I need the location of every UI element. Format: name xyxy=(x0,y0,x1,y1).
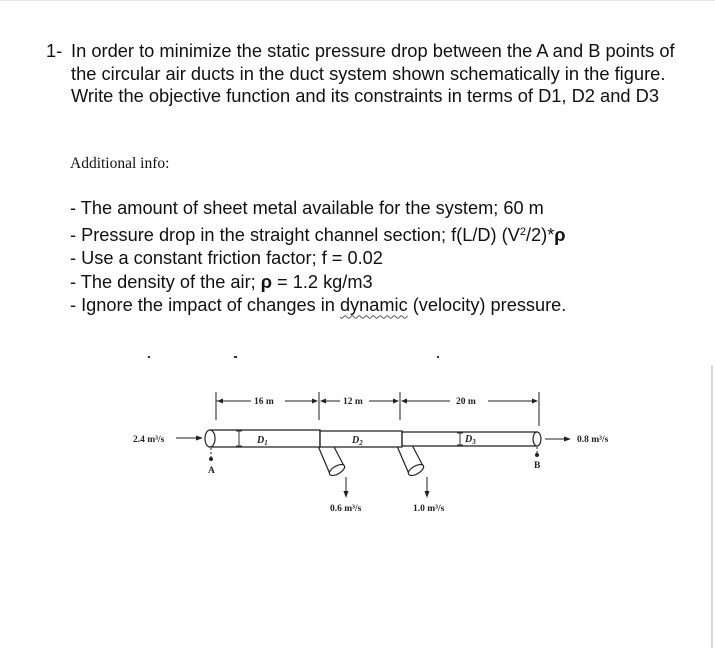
bullet-air-density: - The density of the air; ρ = 1.2 kg/m3 xyxy=(70,271,373,292)
bullet-sheet-metal: - The amount of sheet metal available for the system; 60 m xyxy=(70,198,544,218)
length-label-1: 16 m xyxy=(254,397,274,407)
branch2-flow-label: 1.0 m³/s xyxy=(413,504,445,514)
inlet-arrowhead xyxy=(196,436,203,441)
outlet-arrowhead xyxy=(564,437,571,442)
diameter-label-d2: $D_2$ xyxy=(352,435,363,447)
inlet-flow-label: 2.4 m³/s xyxy=(133,435,165,445)
length-label-2: 12 m xyxy=(343,397,363,407)
additional-info-label: Additional info: xyxy=(70,155,170,172)
point-b-label: B xyxy=(534,461,541,471)
bullet-ignore-dynamic: - Ignore the impact of changes in dynamic (velocity) pressure. xyxy=(70,295,567,316)
question-text: In order to minimize the static pressure drop between the A and B points of the circular air ducts in the duct system shown schematically in the figure. Write the objective function and its constraints in terms of D1, D2 and D3 xyxy=(71,40,675,106)
bullet-friction-factor: - Use a constant friction factor; f = 0.02 xyxy=(70,248,383,269)
length-label-3: 20 m xyxy=(456,397,476,407)
stray-dot xyxy=(148,356,150,358)
stray-dot xyxy=(437,356,439,358)
inlet-opening xyxy=(205,430,215,447)
branch-duct-2 xyxy=(397,443,430,498)
point-b-marker xyxy=(535,453,539,457)
bullet-pressure-drop: - Pressure drop in the straight channel section; f(L/D) $(V^2/2)*\rho$ xyxy=(70,224,566,245)
diameter-label-d3: $D_3$ xyxy=(465,434,476,446)
outlet-flow-label: 0.8 m³/s xyxy=(577,435,609,445)
point-a-label: A xyxy=(208,466,215,476)
point-a-marker xyxy=(209,457,213,461)
stray-dot xyxy=(234,356,237,358)
question-number: 1- xyxy=(46,40,63,61)
branch1-flow-label: 0.6 m³/s xyxy=(330,504,362,514)
branch-duct-1 xyxy=(318,443,349,498)
main-duct xyxy=(205,430,541,447)
outlet-opening xyxy=(533,432,541,446)
diameter-label-d1: $D_1$ xyxy=(257,435,268,447)
